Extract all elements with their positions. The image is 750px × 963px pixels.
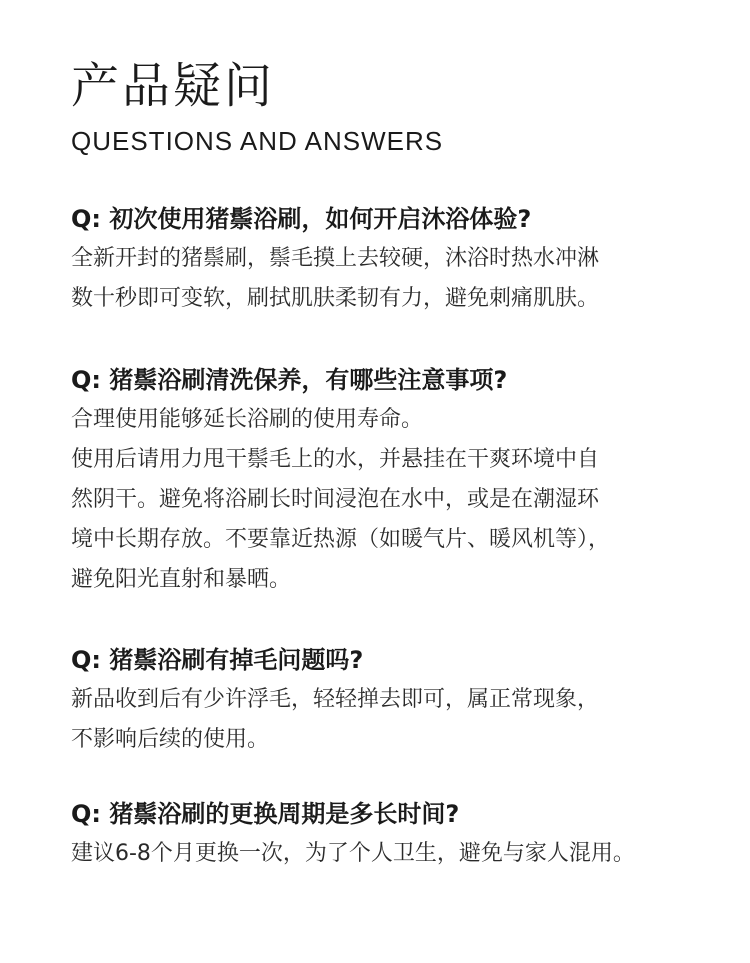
- faq-answer-line: 新品收到后有少许浮毛，轻轻掸去即可，属正常现象，: [71, 687, 600, 712]
- faq-answer-line: 建议6-8个月更换一次，为了个人卫生，避免与家人混用。: [71, 841, 635, 866]
- faq-answer-line: 然阴干。避免将浴刷长时间浸泡在水中，或是在潮湿环: [71, 487, 600, 512]
- page-title: 产品疑问: [71, 58, 276, 114]
- faq-answer-line: 数十秒即可变软，刷拭肌肤柔韧有力，避免刺痛肌肤。: [71, 286, 600, 311]
- faq-question: Q: 猪鬃浴刷清洗保养，有哪些注意事项?: [71, 366, 508, 394]
- faq-question: Q: 猪鬃浴刷有掉毛问题吗?: [71, 646, 364, 674]
- faq-item: [71, 362, 696, 600]
- faq-answer-line: 境中长期存放。不要靠近热源（如暖气片、暖风机等），: [71, 527, 611, 552]
- faq-item: [71, 201, 696, 319]
- faq-answer-line: 避免阳光直射和暴晒。: [71, 567, 292, 592]
- faq-item: [71, 642, 696, 760]
- faq-answer-line: 合理使用能够延长浴刷的使用寿命。: [71, 407, 424, 432]
- page-subtitle: QUESTIONS AND ANSWERS: [71, 126, 444, 156]
- faq-item: [71, 796, 696, 874]
- faq-question: Q: 猪鬃浴刷的更换周期是多长时间?: [71, 800, 460, 828]
- faq-question: Q: 初次使用猪鬃浴刷，如何开启沐浴体验?: [71, 205, 532, 233]
- faq-answer-line: 全新开封的猪鬃刷，鬃毛摸上去较硬，沐浴时热水冲淋: [71, 246, 600, 271]
- faq-answer-line: 使用后请用力甩干鬃毛上的水，并悬挂在干爽环境中自: [71, 447, 600, 472]
- faq-answer-line: 不影响后续的使用。: [71, 727, 270, 752]
